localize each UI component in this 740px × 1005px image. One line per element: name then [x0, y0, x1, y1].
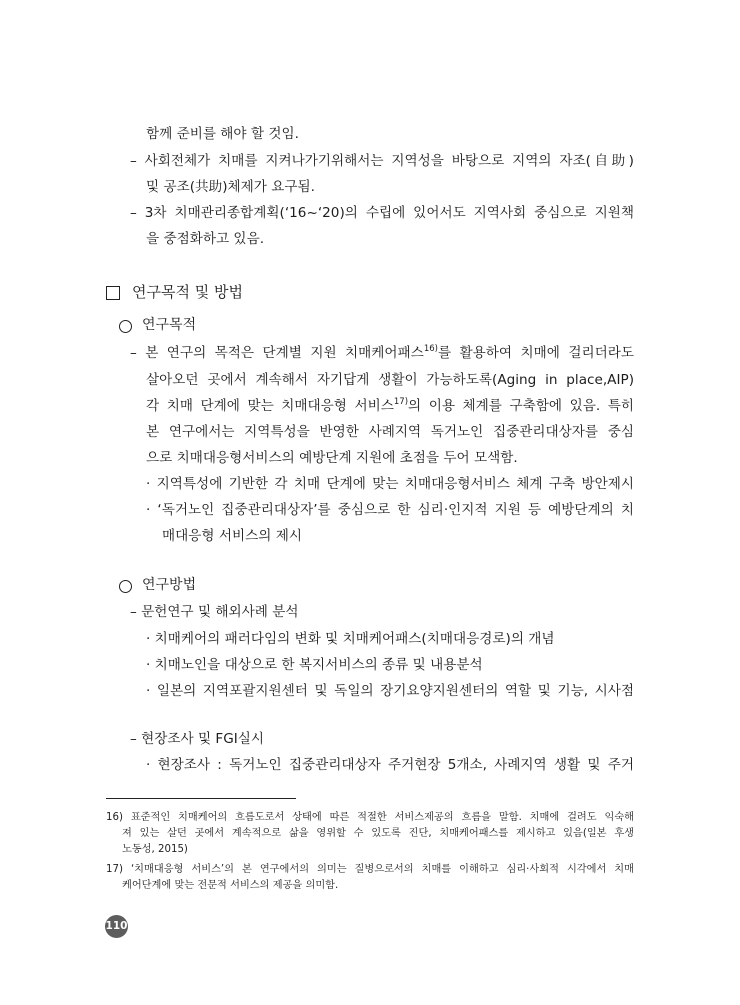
- bullet-line-text: · 현장조사 : 독거노인 집중관리대상자 주거현장 5개소, 사례지역 생활 및 주거: [146, 757, 634, 773]
- bullet-line: [146, 756, 634, 774]
- bullet-line: · 치매노인을 대상으로 한 복지서비스의 종류 및 내용분석: [146, 657, 483, 673]
- footnote-text: 16) 표준적인 치매케어의 흐름도로서 상태에 따른 적절한 서비스제공의 흐름을 말함. 치매에 걸려도 익숙해: [106, 812, 634, 823]
- subsection-heading-method: 연구방법: [142, 577, 197, 593]
- body-line: [146, 423, 634, 441]
- page-number: 110: [105, 915, 128, 938]
- text-run: 각 치매 단계에 맞는 치매대응형 서비스: [146, 398, 394, 414]
- body-line-text: [130, 344, 634, 362]
- dash-item: – 현장조사 및 FGI실시: [130, 731, 265, 747]
- bullet-line: [146, 475, 634, 493]
- footnote-text: 17) ‘치매대응형 서비스’의 본 연구에서의 의미는 질병으로서의 치매를 이해하고 심리·사회적 시각에서 치매: [106, 864, 634, 875]
- dash-item: – 문헌연구 및 해외사례 분석: [130, 604, 299, 620]
- text-run: 를 활용하여 치매에 걸리더라도: [437, 345, 634, 361]
- body-line: [130, 204, 634, 222]
- footnote-17-cont: 케어단계에 맞는 전문적 서비스의 제공을 의미함.: [122, 880, 339, 891]
- body-line-text: 살아오던 곳에서 계속해서 자기답게 생활이 가능하도록(Aging in place,AIP): [146, 372, 634, 388]
- text-run: 의 이용 체계를 구축함에 있음. 특히: [408, 398, 634, 414]
- bullet-line: [146, 682, 634, 700]
- body-line: 으로 치매대응형서비스의 예방단계 지원에 초점을 두어 모색함.: [146, 450, 518, 466]
- section-title: 연구목적 및 방법: [132, 283, 243, 301]
- bullet-line: [146, 501, 634, 519]
- body-line: [130, 152, 634, 170]
- footnote-17: [106, 862, 634, 878]
- body-line: [130, 344, 634, 362]
- circle-bullet-icon: [119, 580, 132, 593]
- footnote-ref-17: 17): [393, 397, 409, 407]
- bullet-line: · 치매케어의 패러다임의 변화 및 치매케어패스(치매대응경로)의 개념: [146, 631, 555, 647]
- subsection-heading-purpose: 연구목적: [142, 317, 197, 333]
- body-line: [146, 371, 634, 389]
- bullet-line-text: · 일본의 지역포괄지원센터 및 독일의 장기요양지원센터의 역할 및 기능, 시사점: [146, 683, 634, 699]
- body-line-text: 본 연구에서는 지역특성을 반영한 사례지역 독거노인 집중관리대상자를 중심: [146, 424, 634, 440]
- bullet-line-text: · ‘독거노인 집중관리대상자’를 중심으로 한 심리·인지적 지원 등 예방단계의 치: [146, 502, 634, 518]
- circle-bullet-icon: [119, 320, 132, 333]
- footnote-text: 져 있는 살던 곳에서 계속적으로 삶을 영위할 수 있도록 진단, 치매케어패스를 제시하고 있음(일본 후생: [122, 828, 634, 839]
- footnote-16: [106, 810, 634, 826]
- body-line-text: – 3차 치매관리종합계획(‘16~‘20)의 수립에 있어서도 지역사회 중심으로 지원책: [130, 205, 634, 221]
- section-checkbox-icon: [106, 286, 120, 300]
- text-run: – 본 연구의 목적은 단계별 지원 치매케어패스: [130, 345, 424, 361]
- body-line-text: – 사회전체가 치매를 지켜나가기위해서는 지역성을 바탕으로 지역의 자조(自助): [130, 153, 634, 169]
- footnote-16-cont: [122, 826, 634, 842]
- body-line-text: [146, 397, 634, 415]
- footnote-divider: [106, 798, 296, 799]
- footnote-16-cont: 노동성, 2015): [122, 844, 188, 855]
- body-line: 및 공조(共助)체제가 요구됨.: [146, 179, 315, 195]
- bullet-line-text: · 지역특성에 기반한 각 치매 단계에 맞는 치매대응형서비스 체계 구축 방안제시: [146, 476, 634, 492]
- footnote-ref-16: 16): [423, 344, 438, 354]
- body-line: 함께 준비를 해야 할 것임.: [146, 126, 299, 142]
- body-line: [146, 397, 634, 415]
- bullet-line-continued: 매대응형 서비스의 제시: [162, 528, 302, 544]
- body-line: 을 중점화하고 있음.: [146, 231, 265, 247]
